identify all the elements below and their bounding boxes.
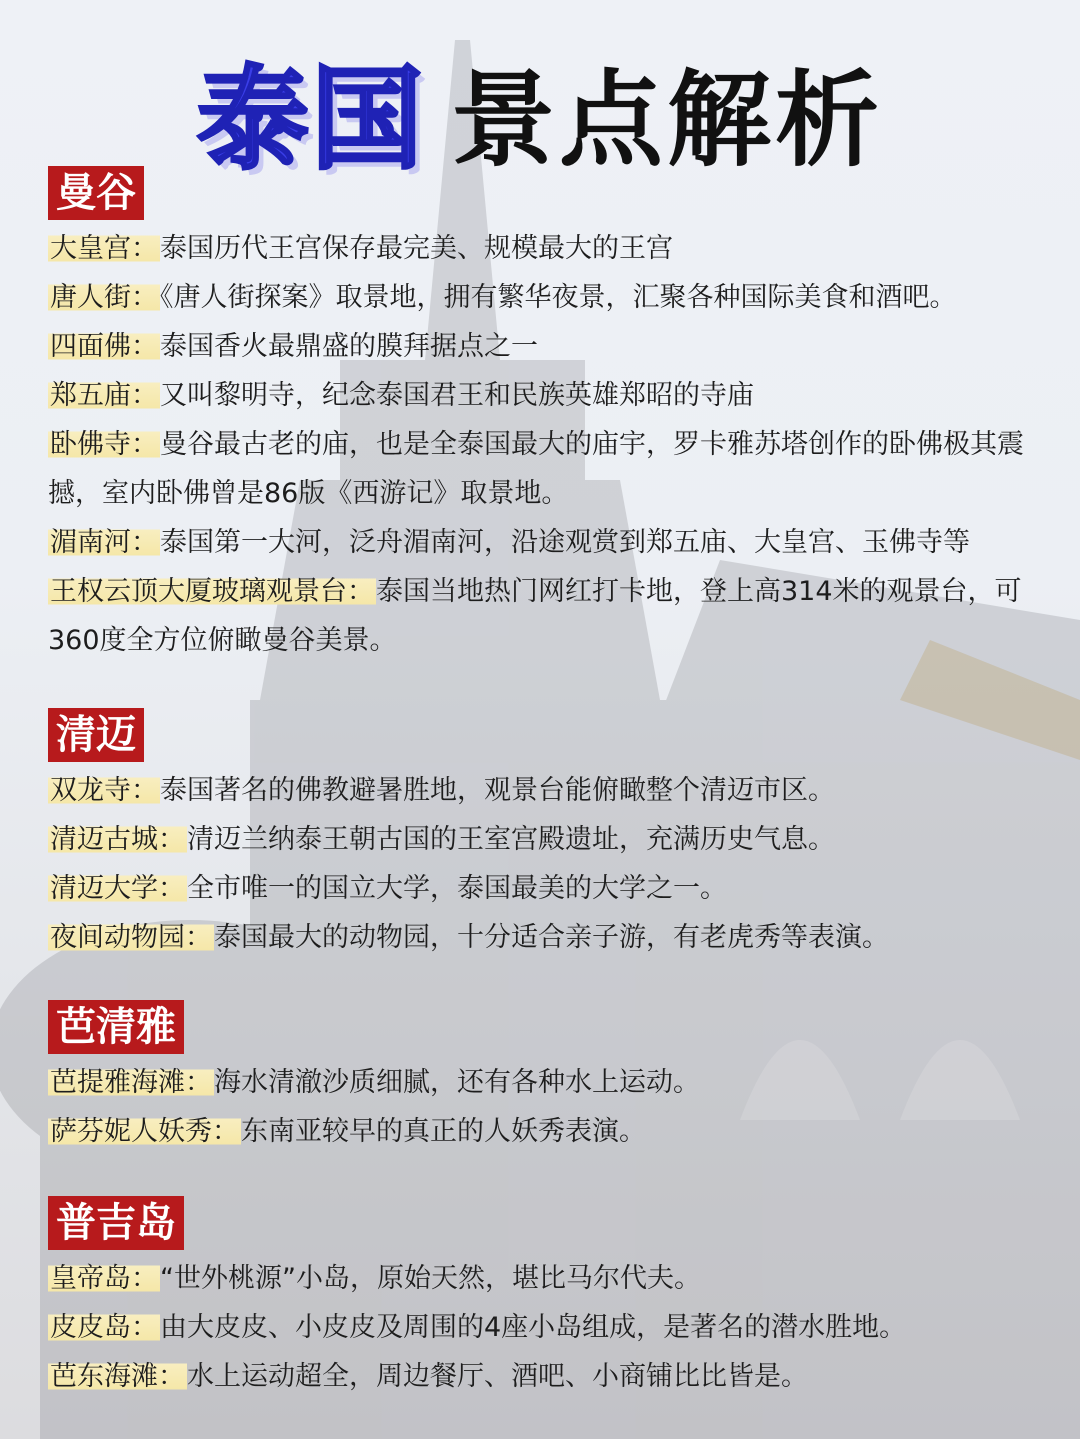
- item-name: 郑五庙：: [50, 380, 158, 411]
- list-item: [48, 371, 1038, 420]
- item-name: 芭东海滩：: [50, 1361, 185, 1392]
- item-name: 清迈古城：: [50, 824, 185, 855]
- item-desc: 泰国当地热门网红打卡地，登上高314米的观景台，可360度全方位俯瞰曼谷美景。: [48, 576, 1022, 656]
- section-chiangmai: [48, 708, 1038, 962]
- item-name: 湄南河：: [50, 527, 158, 558]
- item-desc: 全市唯一的国立大学，泰国最美的大学之一。: [187, 873, 727, 904]
- item-name: 夜间动物园：: [50, 922, 212, 953]
- item-desc: 东南亚较早的真正的人妖秀表演。: [241, 1116, 646, 1147]
- list-item: [48, 1303, 1038, 1352]
- section-title: 芭清雅: [48, 1000, 184, 1054]
- item-desc: 清迈兰纳泰王朝古国的王室宫殿遗址，充满历史气息。: [187, 824, 835, 855]
- item-desc: 曼谷最古老的庙，也是全泰国最大的庙宇，罗卡雅苏塔创作的卧佛极其震撼，室内卧佛曾是86版《西游记》取景地。: [48, 429, 1024, 509]
- list-item: [48, 913, 1038, 962]
- list-item: [48, 420, 1038, 518]
- item-desc: 海水清澈沙质细腻，还有各种水上运动。: [214, 1067, 700, 1098]
- item-name: 清迈大学：: [50, 873, 185, 904]
- item-name: 双龙寺：: [50, 775, 158, 806]
- list-item: [48, 1254, 1038, 1303]
- item-name: 四面佛：: [50, 331, 158, 362]
- item-desc: 泰国最大的动物园，十分适合亲子游，有老虎秀等表演。: [214, 922, 889, 953]
- list-item: [48, 1058, 1038, 1107]
- list-item: [48, 815, 1038, 864]
- section-title: 普吉岛: [48, 1196, 184, 1250]
- item-desc: 泰国香火最鼎盛的膜拜据点之一: [160, 331, 538, 362]
- section-title: 曼谷: [48, 166, 144, 220]
- list-item: [48, 322, 1038, 371]
- item-desc: 《唐人街探案》取景地，拥有繁华夜景，汇聚各种国际美食和酒吧。: [160, 282, 957, 313]
- item-name: 萨芬妮人妖秀：: [50, 1116, 239, 1147]
- item-desc: 泰国历代王宫保存最完美、规模最大的王宫: [160, 233, 673, 264]
- item-desc: 水上运动超全，周边餐厅、酒吧、小商铺比比皆是。: [187, 1361, 808, 1392]
- list-item: [48, 567, 1038, 665]
- title-main: 景点解析: [450, 58, 883, 181]
- item-name: 皇帝岛：: [50, 1263, 158, 1294]
- list-item: [48, 1107, 1038, 1156]
- list-item: [48, 766, 1038, 815]
- item-name: 芭提雅海滩：: [50, 1067, 212, 1098]
- list-item: [48, 1352, 1038, 1401]
- item-name: 大皇宫：: [50, 233, 158, 264]
- section-title: 清迈: [48, 708, 144, 762]
- section-phuket: [48, 1196, 1038, 1401]
- item-desc: 由大皮皮、小皮皮及周围的4座小岛组成，是著名的潜水胜地。: [160, 1312, 907, 1343]
- item-name: 王权云顶大厦玻璃观景台：: [50, 576, 374, 607]
- item-name: 唐人街：: [50, 282, 158, 313]
- list-item: [48, 273, 1038, 322]
- title-accent: 泰国: [196, 55, 425, 185]
- list-item: [48, 224, 1038, 273]
- item-desc: 泰国著名的佛教避暑胜地，观景台能俯瞰整个清迈市区。: [160, 775, 835, 806]
- list-item: [48, 864, 1038, 913]
- section-pattaya: [48, 1000, 1038, 1156]
- item-desc: 又叫黎明寺，纪念泰国君王和民族英雄郑昭的寺庙: [160, 380, 754, 411]
- item-desc: “世外桃源”小岛，原始天然，堪比马尔代夫。: [160, 1263, 701, 1294]
- item-name: 皮皮岛：: [50, 1312, 158, 1343]
- item-name: 卧佛寺：: [50, 429, 158, 460]
- list-item: [48, 518, 1038, 567]
- item-desc: 泰国第一大河，泛舟湄南河，沿途观赏到郑五庙、大皇宫、玉佛寺等: [160, 527, 970, 558]
- section-bangkok: [48, 166, 1038, 665]
